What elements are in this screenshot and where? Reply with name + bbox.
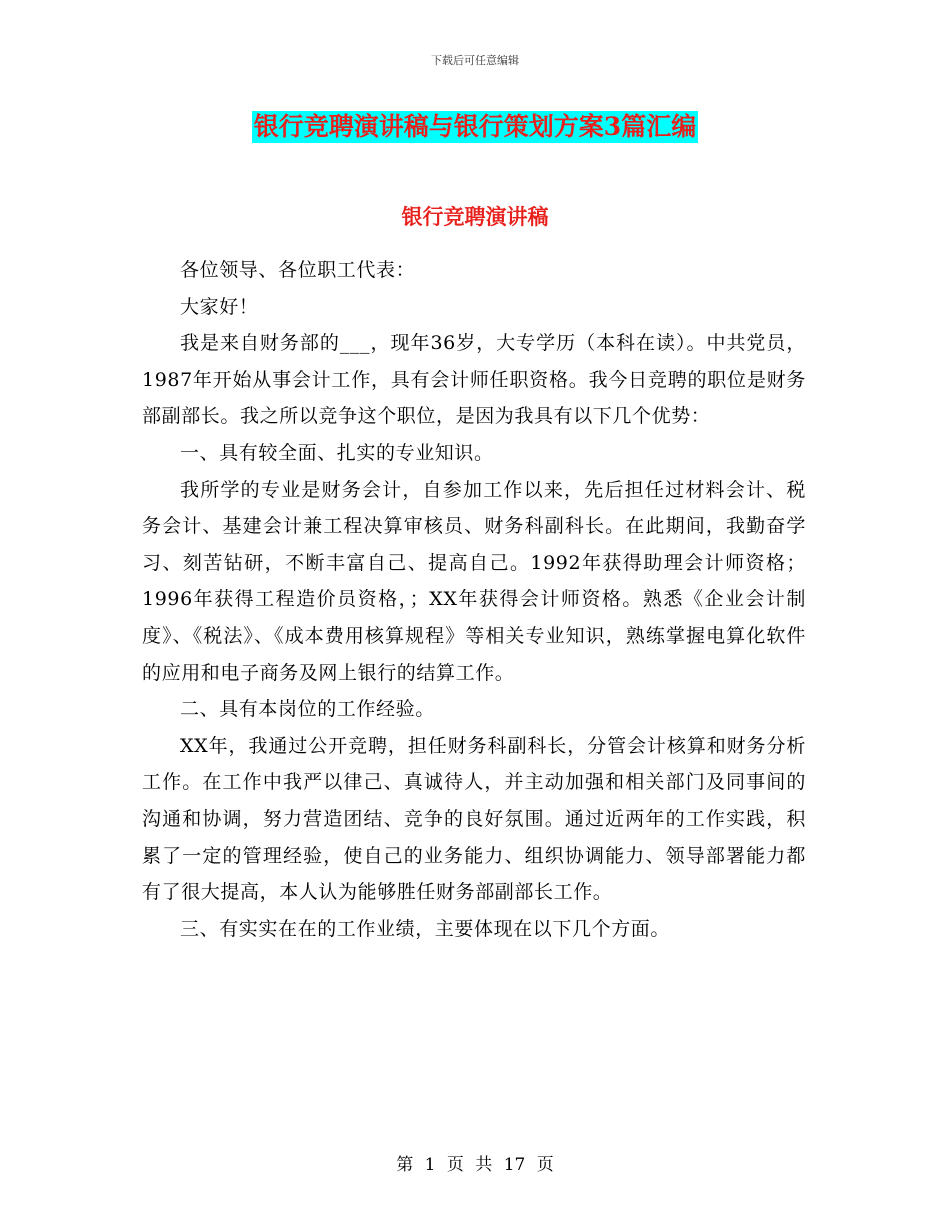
- section-title: 银行竞聘演讲稿: [401, 204, 549, 229]
- document-body: [142, 222, 806, 947]
- paragraph-heading-two: 二、具有本岗位的工作经验。: [180, 698, 435, 721]
- paragraph-introduction: 我是来自财务部的___，现年36岁，大专学历（本科在读）。中共党员，1987年开始从事会计工作，具有会计师任职资格。我今日竞聘的职位是财务部副部长。我之所以竞争这个职位，是因为我具有以下几个优势：: [142, 332, 806, 428]
- page-header-note: 下载后可任意编辑: [431, 54, 519, 67]
- document-title-container: [0, 111, 950, 143]
- paragraph-salutation: 各位领导、各位职工代表：: [180, 259, 416, 281]
- paragraph-heading-three: 三、有实实在在的工作业绩，主要体现在以下几个方面。: [180, 917, 671, 940]
- paragraph-heading-one: 一、具有较全面、扎实的专业知识。: [180, 441, 494, 464]
- paragraph-knowledge: 我所学的专业是财务会计，自参加工作以来，先后担任过材料会计、税务会计、基建会计兼工程决算审核员、财务科副科长。在此期间，我勤奋学习、刻苦钻研，不断丰富自己、提高自己。1992年获得助理会计师资格；1996年获得工程造价员资格，；XX年获得会计师资格。熟悉《企业会计制度》、《税法》、《成本费用核算规程》等相关专业知识，熟练掌握电算化软件的应用和电子商务及网上银行的结算工作。: [142, 478, 806, 684]
- paragraph-experience: XX年，我通过公开竞聘，担任财务科副科长，分管会计核算和财务分析工作。在工作中我严以律己、真诚待人，并主动加强和相关部门及同事间的沟通和协调，努力营造团结、竞争的良好氛围。通过近两年的工作实践，积累了一定的管理经验，使自己的业务能力、组织协调能力、领导部署能力都有了很大提高，本人认为能够胜任财务部副部长工作。: [142, 734, 806, 904]
- page-number: 第 1 页 共 17 页: [396, 1155, 554, 1175]
- paragraph-greeting: 大家好！: [180, 295, 259, 318]
- document-title: 银行竞聘演讲稿与银行策划方案3篇汇编: [253, 112, 697, 141]
